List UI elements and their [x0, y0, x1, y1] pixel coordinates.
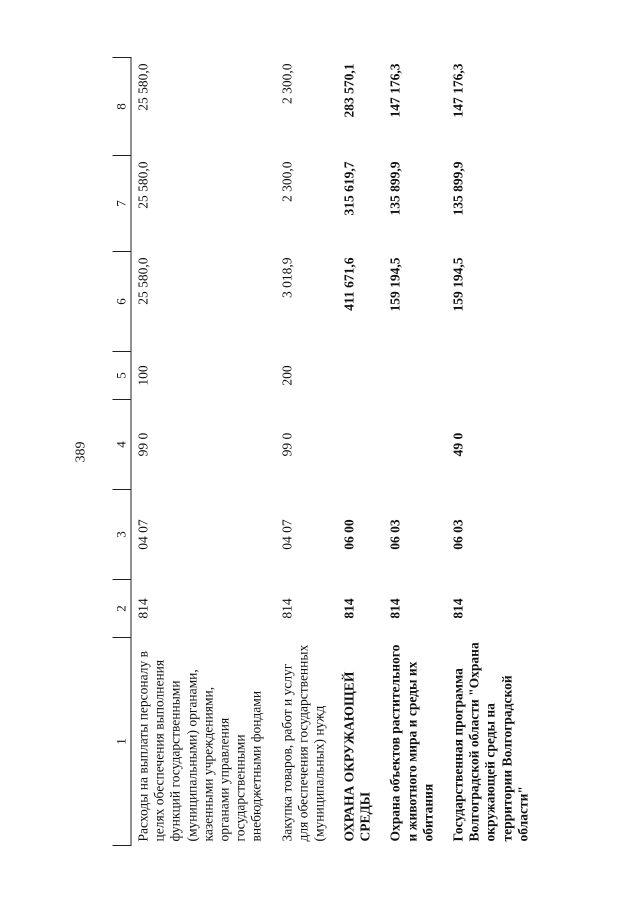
table-row	[338, 58, 384, 846]
row-name: Государственная программа Волгоградской области "Охрана окружающей среды на территории Волгоградской области"	[450, 642, 531, 842]
row-name: Охрана объектов растительного и животного мира и среды их обитания	[387, 644, 436, 842]
table-row	[131, 58, 275, 846]
column-header: 1	[113, 638, 132, 846]
cell-amount: 159 194,5	[387, 257, 403, 312]
cell-type: 100	[135, 365, 151, 386]
header-row	[113, 58, 132, 846]
cell-amount: 25 580,0	[135, 63, 151, 111]
cell-section: 06 03	[387, 519, 403, 550]
cell-amount: 2 300,0	[279, 63, 294, 104]
table-row	[447, 58, 542, 846]
cell-section: 06 00	[341, 519, 357, 550]
cell-code: 814	[341, 598, 357, 619]
cell-target	[338, 400, 384, 490]
cell-amount: 2 300,0	[279, 161, 294, 202]
column-header: 8	[113, 58, 132, 156]
column-header: 4	[113, 400, 132, 490]
cell-type	[447, 352, 542, 400]
cell-code: 814	[135, 598, 151, 619]
column-header: 6	[113, 252, 132, 352]
cell-section: 04 07	[279, 519, 294, 550]
cell-type	[338, 352, 384, 400]
cell-amount: 411 671,6	[341, 257, 357, 311]
cell-target	[384, 400, 447, 490]
cell-section: 04 07	[135, 519, 151, 550]
table-row	[275, 58, 338, 846]
column-header: 5	[113, 352, 132, 400]
budget-table	[113, 57, 542, 846]
column-header: 2	[113, 580, 132, 638]
cell-code: 814	[279, 598, 294, 619]
cell-amount: 159 194,5	[450, 257, 466, 312]
cell-amount: 147 176,3	[450, 63, 466, 118]
rotated-document-page	[68, 52, 573, 852]
cell-amount: 315 619,7	[341, 161, 357, 216]
cell-target: 49 0	[450, 432, 466, 457]
cell-amount: 283 570,1	[341, 63, 357, 118]
cell-amount: 135 899,9	[387, 161, 403, 216]
cell-code: 814	[387, 598, 403, 619]
column-header: 3	[113, 490, 132, 580]
cell-type: 200	[279, 365, 294, 386]
cell-amount: 25 580,0	[135, 257, 151, 305]
row-name: Расходы на выплаты персоналу в целях обеспечения выполнения функций государственными (муниципальными) органами, казенными учреждениями, органами управления государственными внебюджетными фондами	[135, 651, 264, 842]
column-header: 7	[113, 156, 132, 252]
cell-target: 99 0	[279, 432, 294, 457]
page-number: 389	[73, 441, 89, 463]
row-name: Закупка товаров, работ и услуг для обеспечения государственных (муниципальных) нужд	[279, 644, 327, 842]
cell-amount: 135 899,9	[450, 161, 466, 216]
cell-code: 814	[450, 598, 466, 619]
cell-type	[384, 352, 447, 400]
table-row	[384, 58, 447, 846]
row-name: ОХРАНА ОКРУЖАЮЩЕЙ СРЕДЫ	[341, 671, 373, 842]
cell-target: 99 0	[135, 432, 151, 457]
cell-amount: 147 176,3	[387, 63, 403, 118]
cell-section: 06 03	[450, 519, 466, 550]
cell-amount: 3 018,9	[279, 257, 294, 298]
cell-amount: 25 580,0	[135, 161, 151, 209]
